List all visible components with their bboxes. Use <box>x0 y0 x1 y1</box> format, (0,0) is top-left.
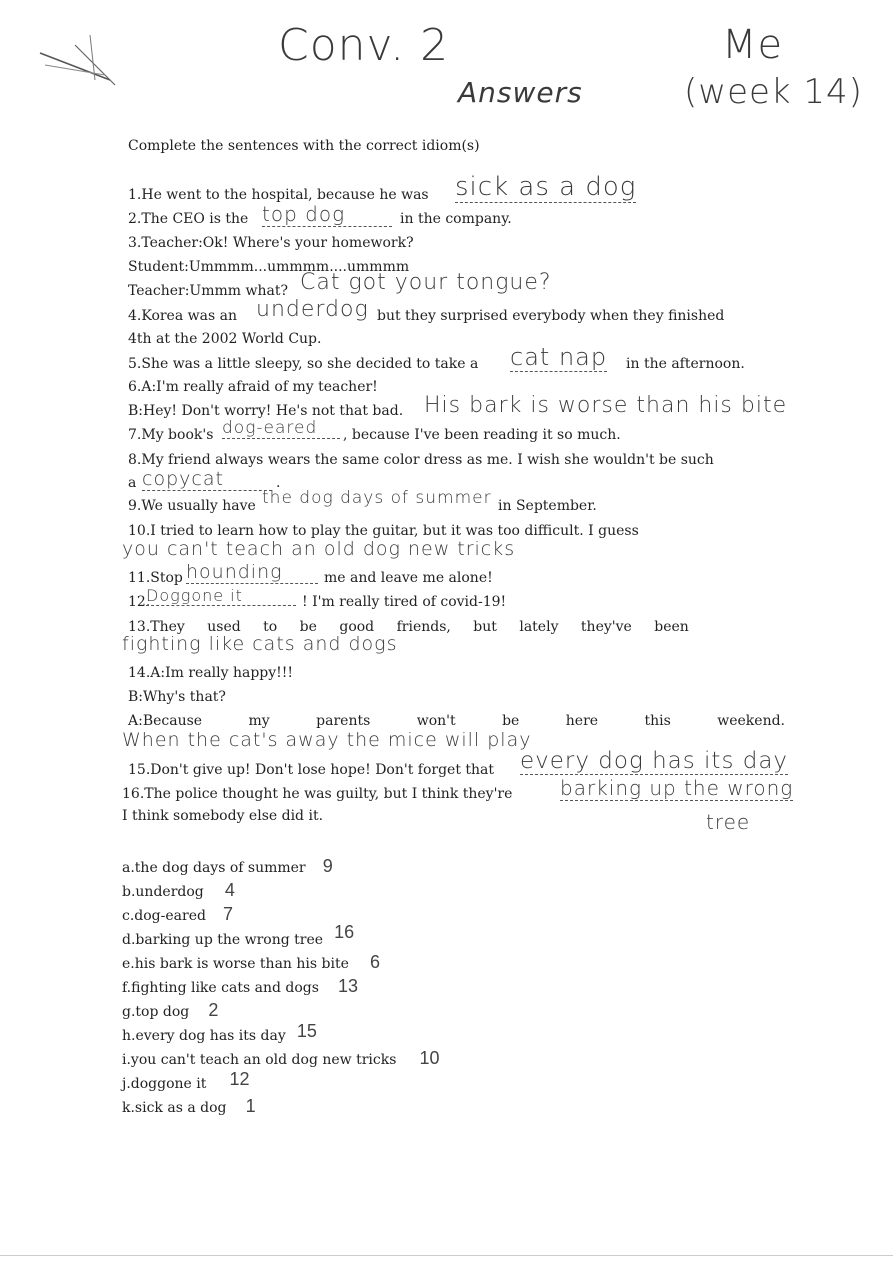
option-label: i.you can't teach an old dog new tricks <box>122 1052 397 1068</box>
sentence-5-pre: 5.She was a little sleepy, so she decided to take a <box>128 356 479 372</box>
option-number: 2 <box>208 1000 219 1020</box>
option-g <box>122 1000 218 1021</box>
sentence-7-pre: 7.My book's <box>128 427 214 443</box>
option-h <box>122 1021 317 1045</box>
sentence-4-line2: 4th at the 2002 World Cup. <box>128 331 322 347</box>
answer-3: Cat got your tongue? <box>300 270 552 295</box>
option-a <box>122 856 333 877</box>
option-label: h.every dog has its day <box>122 1028 286 1044</box>
sentence-4-post: but they surprised everybody when they finished <box>377 308 725 324</box>
sentence-7-post: , because I've been reading it so much. <box>343 427 621 443</box>
sentence-8-post2: . <box>276 475 281 491</box>
answer-6: His bark is worse than his bite <box>424 393 788 418</box>
sentence-9-post: in September. <box>498 498 597 514</box>
sentence-6-line1: 6.A:I'm really afraid of my teacher! <box>128 379 378 395</box>
sentence-2-pre: 2.The CEO is the <box>128 211 249 227</box>
option-label: j.doggone it <box>122 1076 207 1092</box>
sentence-8-pre2: a <box>128 475 137 491</box>
option-c <box>122 904 233 925</box>
sentence-11-post: me and leave me alone! <box>324 570 493 586</box>
title-handwritten: Conv. 2 <box>278 20 450 71</box>
option-number: 12 <box>229 1069 250 1089</box>
sentence-8-line1: 8.My friend always wears the same color dress as me. I wish she wouldn't be such <box>128 452 714 468</box>
answer-4: underdog <box>256 297 369 322</box>
instructions: Complete the sentences with the correct idiom(s) <box>128 138 480 154</box>
answer-13: fighting like cats and dogs <box>122 633 398 655</box>
option-label: a.the dog days of summer <box>122 860 306 876</box>
sentence-16-line2: I think somebody else did it. <box>122 808 324 824</box>
answer-14: When the cat's away the mice will play <box>122 729 532 751</box>
answer-8: copycat <box>142 468 272 491</box>
option-e <box>122 952 380 973</box>
option-label: c.dog-eared <box>122 908 206 924</box>
sentence-14-line3: A:Because my parents won't be here this weekend. <box>128 713 786 729</box>
week-handwritten: (week 14) <box>684 72 863 112</box>
option-f <box>122 976 358 997</box>
option-j <box>122 1069 250 1093</box>
sentence-6-line2: B:Hey! Don't worry! He's not that bad. <box>128 403 404 419</box>
sentence-1: 1.He went to the hospital, because he was <box>128 187 429 203</box>
answer-16-continued: tree <box>706 810 751 834</box>
option-number: 16 <box>334 922 355 942</box>
sentence-2-post: in the company. <box>400 211 512 227</box>
corner-scribble-mark <box>35 25 125 90</box>
option-label: e.his bark is worse than his bite <box>122 956 349 972</box>
answer-16: barking up the wrong <box>560 776 794 800</box>
option-label: d.barking up the wrong tree <box>122 932 324 948</box>
option-b <box>122 880 235 901</box>
option-number: 9 <box>322 856 333 876</box>
option-number: 1 <box>245 1096 256 1116</box>
option-i <box>122 1048 440 1069</box>
sentence-11-pre: 11.Stop <box>128 570 183 586</box>
sentence-13-line1: 13.They used to be good friends, but lately they've been <box>128 619 689 635</box>
sentence-9-pre: 9.We usually have <box>128 498 256 514</box>
answer-2: top dog <box>262 202 392 227</box>
sentence-12-pre: 12. <box>128 594 151 610</box>
option-number: 7 <box>223 904 234 924</box>
option-number: 13 <box>338 976 359 996</box>
answer-9: the dog days of summer <box>262 488 492 508</box>
answer-15: every dog has its day <box>520 748 789 774</box>
scan-edge-line <box>0 1255 893 1256</box>
option-label: b.underdog <box>122 884 204 900</box>
sentence-10-line1: 10.I tried to learn how to play the guitar, but it was too difficult. I guess <box>128 523 639 539</box>
answer-11: hounding <box>186 561 318 584</box>
option-label: g.top dog <box>122 1004 190 1020</box>
sentence-3-line1: 3.Teacher:Ok! Where's your homework? <box>128 235 414 251</box>
option-d <box>122 922 355 949</box>
sentence-12-post: ! I'm really tired of covid-19! <box>302 594 507 610</box>
sentence-14-line2: B:Why's that? <box>128 689 226 705</box>
sentence-5-post: in the afternoon. <box>626 356 745 372</box>
sentence-4-pre: 4.Korea was an <box>128 308 237 324</box>
sentence-14-line1: 14.A:Im really happy!!! <box>128 665 294 681</box>
answer-10: you can't teach an old dog new tricks <box>122 538 516 560</box>
sentence-3-line2: Student:Ummmm...ummmm....ummmm <box>128 259 410 275</box>
option-label: f.fighting like cats and dogs <box>122 980 319 996</box>
option-number: 15 <box>296 1021 317 1041</box>
answer-1: sick as a dog <box>455 172 637 202</box>
name-handwritten: Me <box>722 22 784 68</box>
option-number: 4 <box>224 880 235 900</box>
option-number: 6 <box>369 952 380 972</box>
answer-12: Doggone it <box>146 586 296 606</box>
option-label: k.sick as a dog <box>122 1100 227 1116</box>
option-k <box>122 1096 256 1117</box>
subtitle-handwritten: Answers <box>458 76 583 109</box>
answer-5: cat nap <box>510 343 608 371</box>
sentence-3-line3: Teacher:Ummm what? <box>128 283 288 299</box>
option-number: 10 <box>419 1048 440 1068</box>
answer-7: dog-eared <box>222 418 340 439</box>
sentence-16-pre: 16.The police thought he was guilty, but I think they're <box>122 786 513 802</box>
sentence-15-pre: 15.Don't give up! Don't lose hope! Don't forget that <box>128 762 495 778</box>
